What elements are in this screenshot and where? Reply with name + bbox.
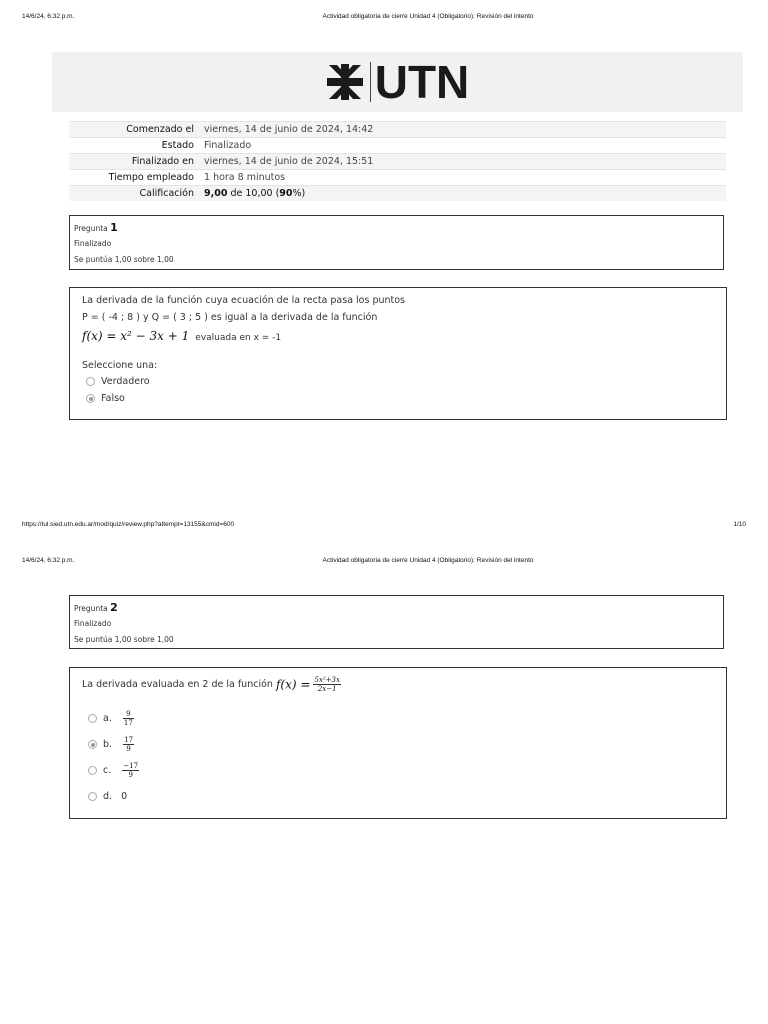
utn-logo[interactable] — [326, 56, 470, 108]
question-label: Pregunta — [74, 224, 108, 233]
question-number — [74, 221, 118, 234]
print-title: Actividad obligatoria de cierre Unidad 4 (Obligatorio): Revisión del intento — [322, 557, 534, 564]
answer-option-fraction — [123, 736, 134, 753]
question-mark: Se puntúa 1,00 sobre 1,00 — [74, 635, 174, 644]
summary-row — [69, 122, 726, 138]
summary-grade — [199, 186, 726, 202]
answer-option-fraction — [122, 762, 139, 779]
fraction-numerator: 9 — [126, 710, 131, 718]
radio-button[interactable] — [86, 377, 95, 386]
fraction-numerator: 17 — [124, 736, 134, 744]
question-info-1 — [69, 215, 724, 270]
answer-option[interactable] — [86, 376, 150, 387]
fraction-denominator: 9 — [122, 770, 139, 779]
print-page-number: 1/10 — [733, 521, 746, 528]
question-text-line: evaluada en x = -1 — [195, 333, 282, 343]
grade-end: %) — [292, 188, 306, 199]
logo-divider — [370, 62, 371, 102]
print-date: 14/6/24, 6:32 p.m. — [22, 557, 75, 564]
fraction-numerator: −17 — [123, 762, 139, 770]
question-number-value: 2 — [110, 601, 118, 614]
summary-label: Calificación — [139, 188, 194, 199]
site-banner — [52, 52, 743, 112]
answer-option[interactable] — [88, 791, 127, 802]
grade-max: de 10,00 ( — [227, 188, 280, 199]
answer-option[interactable] — [88, 736, 134, 753]
answer-option-label: Verdadero — [101, 376, 150, 387]
question-text-line: La derivada de la función cuya ecuación de la recta pasa los puntos — [82, 295, 406, 306]
summary-row — [69, 170, 726, 186]
fraction-numerator: 5x²+3x — [314, 676, 340, 684]
print-date: 14/6/24, 6:32 p.m. — [22, 13, 75, 20]
question-formula: f(x) = — [275, 677, 311, 692]
summary-label: Tiempo empleado — [108, 172, 194, 183]
summary-label: Estado — [161, 140, 194, 151]
summary-row — [69, 186, 726, 202]
answer-option-letter: a. — [103, 713, 112, 724]
answer-prompt: Seleccione una: — [82, 360, 158, 371]
question-label: Pregunta — [74, 604, 108, 613]
radio-button-selected[interactable] — [86, 394, 95, 403]
grade-percent: 90 — [279, 188, 293, 199]
question-text-line — [82, 676, 341, 693]
answer-option-fraction — [123, 710, 134, 727]
question-number-value: 1 — [110, 221, 118, 234]
question-mark: Se puntúa 1,00 sobre 1,00 — [74, 255, 174, 264]
utn-emblem-icon — [326, 62, 364, 102]
radio-button[interactable] — [88, 714, 97, 723]
answer-option[interactable] — [88, 762, 139, 779]
fraction-denominator: 9 — [123, 744, 134, 753]
answer-option[interactable] — [86, 393, 125, 404]
fraction-denominator: 17 — [123, 719, 133, 727]
question-formula: f(x) = x² − 3x + 1 — [82, 329, 190, 343]
attempt-summary-table — [69, 121, 726, 201]
grade-value: 9,00 — [204, 188, 228, 199]
print-url: https://tul.sied.utn.edu.ar/mod/quiz/review.php?attempt=13155&cmid=600 — [22, 521, 235, 528]
logo-text: UTN — [374, 56, 470, 108]
summary-value: Finalizado — [204, 140, 252, 151]
question-formula-fraction — [313, 676, 340, 693]
question-formula-line — [82, 329, 281, 343]
summary-row — [69, 138, 726, 154]
radio-button-selected[interactable] — [88, 740, 97, 749]
question-content-2 — [69, 667, 727, 819]
summary-label: Comenzado el — [126, 124, 194, 135]
radio-button[interactable] — [88, 792, 97, 801]
summary-value: viernes, 14 de junio de 2024, 15:51 — [204, 156, 374, 167]
question-state: Finalizado — [74, 239, 112, 248]
summary-label: Finalizado en — [131, 156, 194, 167]
answer-option-value: 0 — [121, 791, 128, 802]
summary-row — [69, 154, 726, 170]
print-title: Actividad obligatoria de cierre Unidad 4 (Obligatorio): Revisión del intento — [322, 13, 534, 20]
question-state: Finalizado — [74, 619, 112, 628]
question-info-2 — [69, 595, 724, 649]
question-content-1 — [69, 287, 727, 420]
question-text-line: P = ( -4 ; 8 ) y Q = ( 3 ; 5 ) es igual a la derivada de la función — [82, 312, 378, 323]
summary-value: 1 hora 8 minutos — [204, 172, 286, 183]
question-number — [74, 601, 118, 614]
answer-option-letter: b. — [103, 739, 113, 750]
summary-value: viernes, 14 de junio de 2024, 14:42 — [204, 124, 374, 135]
answer-option-letter: d. — [103, 791, 113, 802]
answer-option-letter: c. — [103, 765, 112, 776]
fraction-denominator: 2x−1 — [313, 684, 340, 693]
radio-button[interactable] — [88, 766, 97, 775]
answer-option[interactable] — [88, 710, 134, 727]
answer-option-label: Falso — [101, 393, 125, 404]
question-text: La derivada evaluada en 2 de la función — [82, 679, 273, 690]
